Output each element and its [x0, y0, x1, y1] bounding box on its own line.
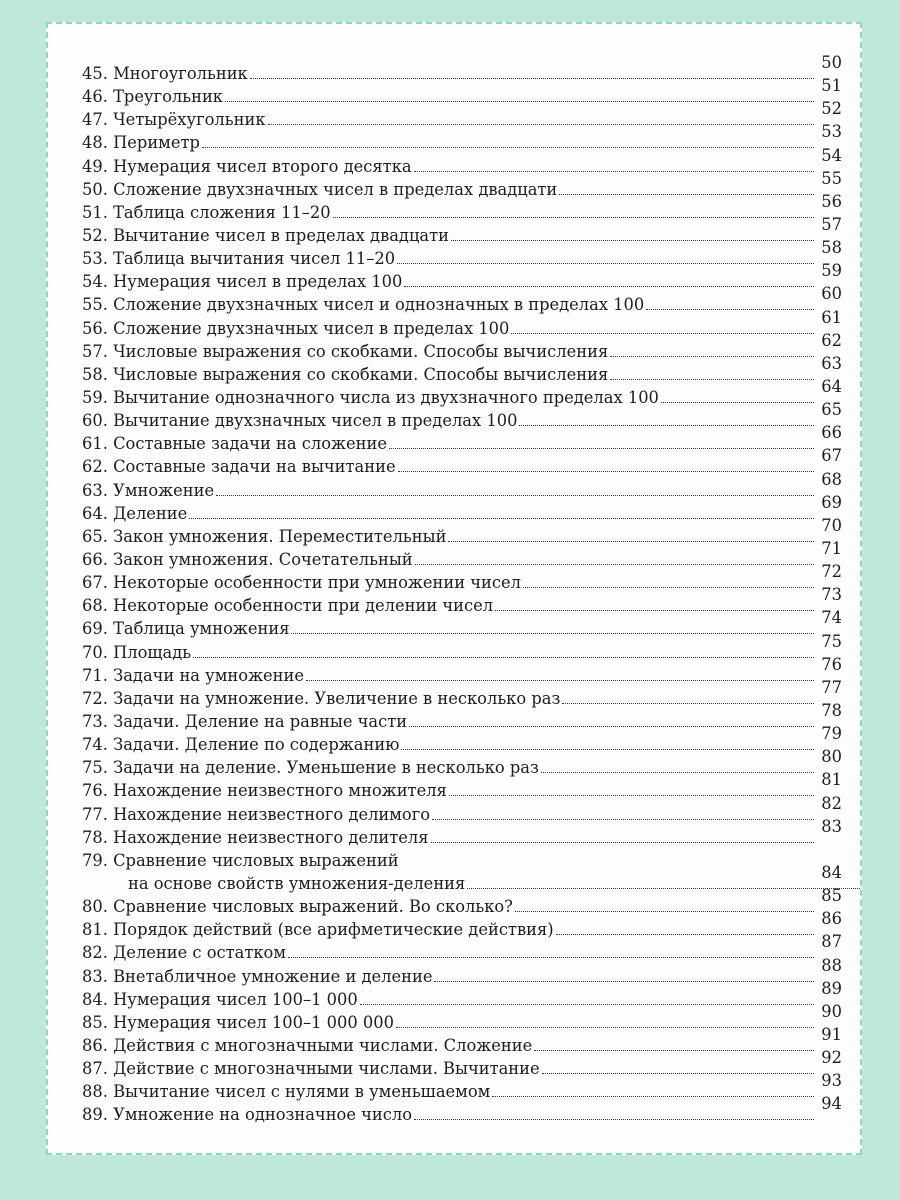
- toc-entry-title: 73. Задачи. Деление на равные части: [82, 711, 408, 731]
- toc-entry-title: 83. Внетабличное умножение и деление: [82, 966, 433, 986]
- toc-entry-title: 81. Порядок действий (все арифметические действия): [82, 920, 554, 940]
- toc-entry-title: 71. Задачи на умножение: [82, 665, 305, 685]
- toc-entry-line: [82, 108, 816, 131]
- toc-entry-title: 84. Нумерация чисел 100–1 000: [82, 989, 358, 1009]
- toc-entry-page-number: 51: [821, 76, 842, 96]
- toc-entry-line: [82, 479, 816, 502]
- toc-entry-title: 79. Сравнение числовых выражений: [82, 850, 399, 870]
- toc-entry-page-number: 75: [821, 631, 842, 651]
- dot-leader: [250, 77, 814, 79]
- toc-entry-line: [82, 664, 816, 687]
- toc-entry-page-number: 57: [821, 214, 842, 234]
- toc-entry-line: [82, 85, 816, 108]
- toc-entry-title: 65. Закон умножения. Переместительный: [82, 526, 447, 546]
- toc-entry: [82, 214, 842, 247]
- toc-entry-page-number: 56: [821, 191, 842, 211]
- toc-entry-line: [82, 363, 816, 386]
- toc-entry-title: 74. Задачи. Деление по содержанию: [82, 735, 400, 755]
- toc-entry-title-continued: на основе свойств умножения-деления: [128, 873, 466, 893]
- toc-entry-title: 47. Четырёхугольник: [82, 110, 266, 130]
- toc-entry-page-number: 63: [821, 353, 842, 373]
- toc-entry-line: [82, 317, 816, 340]
- toc-entry-page-number: 59: [821, 261, 842, 281]
- dot-leader: [404, 285, 814, 287]
- toc-entry: [82, 747, 842, 779]
- toc-entry: [82, 700, 842, 733]
- toc-entry-page-number: 88: [821, 955, 842, 975]
- toc-entry-page-number: 71: [821, 538, 842, 558]
- toc-entry-title: 59. Вычитание однозначного числа из двухзначного пределах 100: [82, 387, 659, 407]
- toc-entry-line: [82, 710, 816, 733]
- toc-entry-title: 75. Задачи на деление. Уменьшение в несколько раз: [82, 758, 539, 778]
- toc-entry: [82, 446, 842, 478]
- toc-entry: [82, 654, 842, 687]
- toc-entry-page-number: 77: [821, 677, 842, 697]
- dot-leader: [193, 656, 814, 658]
- toc-entry: [82, 353, 842, 386]
- dot-leader: [409, 725, 814, 727]
- toc-entry-title: 77. Нахождение неизвестного делимого: [82, 804, 431, 824]
- dot-leader: [268, 123, 815, 125]
- toc-entry-line: [82, 594, 816, 617]
- toc-entry: [82, 191, 842, 224]
- toc-entry-line: [82, 432, 816, 455]
- toc-entry-line: [82, 131, 816, 154]
- toc-entry-title: 72. Задачи на умножение. Увеличение в несколько раз: [82, 688, 561, 708]
- toc-entry-line: [82, 641, 816, 664]
- toc-entry: [82, 909, 842, 941]
- dot-leader: [389, 447, 814, 449]
- toc-entry: [82, 469, 842, 502]
- toc-entry-line: [82, 895, 816, 918]
- toc-entry: [82, 168, 842, 201]
- toc-entry-page-number: 85: [821, 886, 842, 906]
- toc-entry-title: 53. Таблица вычитания чисел 11–20: [82, 249, 396, 269]
- toc-entry-page-number: 65: [821, 400, 842, 420]
- toc-entry: [82, 849, 842, 895]
- toc-entry-page-number: 78: [821, 700, 842, 720]
- dot-leader: [189, 517, 814, 519]
- toc-entry-title: 61. Составные задачи на сложение: [82, 434, 388, 454]
- toc-entry-title: 57. Числовые выражения со скобками. Способы вычисления: [82, 341, 609, 361]
- toc-entry-line: [82, 293, 816, 316]
- toc-entry-page-number: 69: [821, 492, 842, 512]
- dot-leader: [398, 470, 814, 472]
- toc-entry-page-number: 72: [821, 562, 842, 582]
- book-page: [46, 22, 862, 1155]
- toc-entry: [82, 76, 842, 108]
- toc-entry: [82, 145, 842, 178]
- dot-leader: [646, 308, 814, 310]
- toc-entry-title: 50. Сложение двухзначных чисел в пределах двадцати: [82, 179, 558, 199]
- dot-leader: [415, 563, 814, 565]
- toc-entry: [82, 423, 842, 455]
- toc-entry-page-number: 92: [821, 1048, 842, 1068]
- dot-leader: [449, 794, 814, 796]
- toc-entry: [82, 1024, 842, 1057]
- toc-entry-line: [82, 409, 816, 432]
- dot-leader: [225, 100, 814, 102]
- toc-entry-line: [82, 965, 816, 988]
- toc-entry-title: 56. Сложение двухзначных чисел в пределах 100: [82, 318, 510, 338]
- toc-entry: [82, 631, 842, 664]
- toc-entry: [82, 585, 842, 617]
- dot-leader: [360, 1003, 814, 1005]
- toc-entry-line: [82, 571, 816, 594]
- toc-entry-line: [82, 826, 816, 849]
- toc-entry-title: 49. Нумерация чисел второго десятка: [82, 156, 412, 176]
- toc-entry-page-number: 50: [821, 53, 842, 72]
- toc-entry: [82, 330, 842, 363]
- dot-leader: [534, 1049, 814, 1051]
- dot-leader: [610, 355, 814, 357]
- toc-entry-line: [82, 988, 816, 1011]
- dot-leader: [414, 170, 814, 172]
- toc-entry-title: 54. Нумерация чисел в пределах 100: [82, 272, 403, 292]
- toc-entry-line: [82, 687, 816, 710]
- toc-entry-title: 64. Деление: [82, 503, 188, 523]
- toc-entry: [82, 284, 842, 316]
- toc-entry: [82, 376, 842, 409]
- toc-entry-line: [82, 62, 816, 85]
- toc-entry: [82, 1094, 842, 1126]
- toc-entry: [82, 238, 842, 270]
- toc-entry: [82, 562, 842, 594]
- toc-entry-page-number: 80: [821, 747, 842, 767]
- toc-entry-page-number: 89: [821, 978, 842, 998]
- toc-entry-page-number: 90: [821, 1001, 842, 1021]
- toc-entry-line: [82, 1011, 816, 1034]
- toc-entry: [82, 400, 842, 432]
- toc-entry-page-number: 82: [821, 793, 842, 813]
- toc-entry: [82, 770, 842, 802]
- toc-entry-title: 76. Нахождение неизвестного множителя: [82, 781, 447, 801]
- toc-entry-line: [82, 872, 862, 895]
- table-of-contents: [82, 53, 842, 1126]
- toc-entry-title: 87. Действие с многозначными числами. Вычитание: [82, 1059, 540, 1079]
- toc-entry-title: 51. Таблица сложения 11–20: [82, 202, 331, 222]
- toc-entry-page-number: 62: [821, 330, 842, 350]
- dot-leader: [333, 216, 814, 218]
- toc-entry: [82, 816, 842, 849]
- dot-leader: [495, 609, 814, 611]
- toc-entry: [82, 1001, 842, 1034]
- toc-entry-title: 78. Нахождение неизвестного делителя: [82, 827, 429, 847]
- toc-entry-line: [82, 502, 816, 525]
- toc-entry: [82, 53, 842, 85]
- toc-entry: [82, 307, 842, 340]
- dot-leader: [401, 748, 814, 750]
- toc-entry: [82, 793, 842, 826]
- toc-entry-line: [82, 386, 816, 409]
- toc-entry-title: 55. Сложение двухзначных чисел и однозначных в пределах 100: [82, 295, 645, 315]
- dot-leader: [432, 818, 814, 820]
- dot-leader: [291, 632, 814, 634]
- toc-entry: [82, 515, 842, 548]
- toc-entry-line: [82, 733, 816, 756]
- dot-leader: [397, 262, 814, 264]
- dot-leader: [541, 771, 814, 773]
- toc-entry-title: 45. Многоугольник: [82, 64, 248, 83]
- dot-leader: [216, 494, 814, 496]
- toc-entry-line: [82, 1080, 816, 1103]
- toc-entry-title: 88. Вычитание чисел с нулями в уменьшаемом: [82, 1082, 491, 1102]
- toc-entry-title: 86. Действия с многозначными числами. Сложение: [82, 1035, 533, 1055]
- toc-entry: [82, 608, 842, 640]
- toc-entry: [82, 99, 842, 131]
- toc-entry-page-number: 84: [821, 862, 842, 882]
- toc-entry-title: 82. Деление с остатком: [82, 943, 287, 963]
- toc-entry-page-number: 91: [821, 1024, 842, 1044]
- toc-entry-line: [82, 247, 816, 270]
- toc-entry-line: [82, 756, 816, 779]
- toc-entry-page-number: 74: [821, 608, 842, 628]
- toc-entry-title: 85. Нумерация чисел 100–1 000 000: [82, 1012, 395, 1032]
- toc-entry-title: 80. Сравнение числовых выражений. Во сколько?: [82, 897, 513, 917]
- toc-entry: [82, 724, 842, 756]
- toc-entry-page-number: 94: [821, 1094, 842, 1114]
- dot-leader: [559, 193, 814, 195]
- toc-entry-line: [82, 455, 816, 478]
- toc-entry-line: [82, 803, 816, 826]
- toc-entry-title: 66. Закон умножения. Сочетательный: [82, 549, 413, 569]
- toc-entry-page-number: 81: [821, 770, 842, 790]
- dot-leader: [451, 239, 814, 241]
- dot-leader: [467, 887, 860, 889]
- toc-entry-page-number: 83: [821, 816, 842, 836]
- toc-entry-title: 46. Треугольник: [82, 87, 223, 107]
- dot-leader: [492, 1095, 814, 1097]
- dot-leader: [414, 1118, 814, 1120]
- dot-leader: [306, 679, 814, 681]
- toc-entry: [82, 886, 842, 918]
- toc-entry-line: [82, 270, 816, 293]
- toc-entry-page-number: 52: [821, 99, 842, 119]
- toc-entry-page-number: 54: [821, 145, 842, 165]
- toc-entry-page-number: 60: [821, 284, 842, 304]
- toc-entry-page-number: 70: [821, 515, 842, 535]
- toc-entry: [82, 1071, 842, 1103]
- toc-entry-line: [82, 548, 816, 571]
- toc-entry-line: [82, 1034, 816, 1057]
- toc-entry: [82, 932, 842, 964]
- toc-entry-page-number: 55: [821, 168, 842, 188]
- toc-entry-page-number: 61: [821, 307, 842, 327]
- toc-entry-title: 67. Некоторые особенности при умножении чисел: [82, 573, 521, 593]
- dot-leader: [523, 586, 814, 588]
- dot-leader: [396, 1026, 814, 1028]
- toc-entry-title: 69. Таблица умножения: [82, 619, 290, 639]
- toc-entry-line: [82, 201, 816, 224]
- toc-entry: [82, 538, 842, 571]
- dot-leader: [610, 378, 814, 380]
- toc-entry-line: [82, 941, 816, 964]
- toc-entry: [82, 122, 842, 154]
- toc-entry-page-number: 79: [821, 724, 842, 744]
- dot-leader: [515, 910, 814, 912]
- toc-entry-page-number: 86: [821, 909, 842, 929]
- dot-leader: [556, 933, 814, 935]
- toc-entry-title: 48. Периметр: [82, 133, 200, 153]
- dot-leader: [661, 401, 814, 403]
- toc-entry-page-number: 76: [821, 654, 842, 674]
- toc-entry: [82, 677, 842, 710]
- dot-leader: [431, 841, 814, 843]
- toc-entry-title: 89. Умножение на однозначное число: [82, 1105, 413, 1125]
- toc-entry-title: 62. Составные задачи на вычитание: [82, 457, 396, 477]
- toc-entry-title: 58. Числовые выражения со скобками. Способы вычисления: [82, 364, 609, 384]
- toc-entry-line: [82, 340, 816, 363]
- toc-entry-page-number: 58: [821, 238, 842, 258]
- toc-entry-line: [82, 1057, 816, 1080]
- toc-entry-title: 52. Вычитание чисел в пределах двадцати: [82, 225, 449, 245]
- toc-entry-page-number: 68: [821, 469, 842, 489]
- toc-entry: [82, 978, 842, 1011]
- toc-entry: [82, 955, 842, 988]
- toc-entry-title: 70. Площадь: [82, 642, 192, 662]
- toc-entry-page-number: 66: [821, 423, 842, 443]
- toc-entry-page-number: 67: [821, 446, 842, 466]
- toc-entry-line: [82, 1103, 816, 1126]
- toc-entry: [82, 261, 842, 293]
- toc-entry-page-number: 53: [821, 122, 842, 142]
- toc-entry-page-number: 64: [821, 376, 842, 396]
- dot-leader: [511, 332, 814, 334]
- toc-entry: [82, 492, 842, 525]
- toc-entry-title: 63. Умножение: [82, 480, 215, 500]
- toc-entry-line: [82, 178, 816, 201]
- toc-entry-line: [82, 224, 816, 247]
- dot-leader: [542, 1072, 814, 1074]
- toc-entry-line: [82, 525, 816, 548]
- toc-entry-page-number: 73: [821, 585, 842, 605]
- toc-entry: [82, 1048, 842, 1080]
- toc-entry-line: [82, 779, 816, 802]
- dot-leader: [202, 146, 814, 148]
- toc-entry-page-number: 87: [821, 932, 842, 952]
- toc-entry-page-number: 93: [821, 1071, 842, 1091]
- dot-leader: [519, 424, 814, 426]
- toc-entry-line: [82, 918, 816, 941]
- dot-leader: [562, 702, 814, 704]
- toc-entry-title: 60. Вычитание двухзначных чисел в пределах 100: [82, 411, 518, 431]
- dot-leader: [448, 540, 814, 542]
- dot-leader: [288, 956, 814, 958]
- toc-entry-line: [82, 617, 816, 640]
- dot-leader: [434, 980, 814, 982]
- toc-entry-line: [82, 155, 816, 178]
- toc-entry-title: 68. Некоторые особенности при делении чисел: [82, 596, 494, 616]
